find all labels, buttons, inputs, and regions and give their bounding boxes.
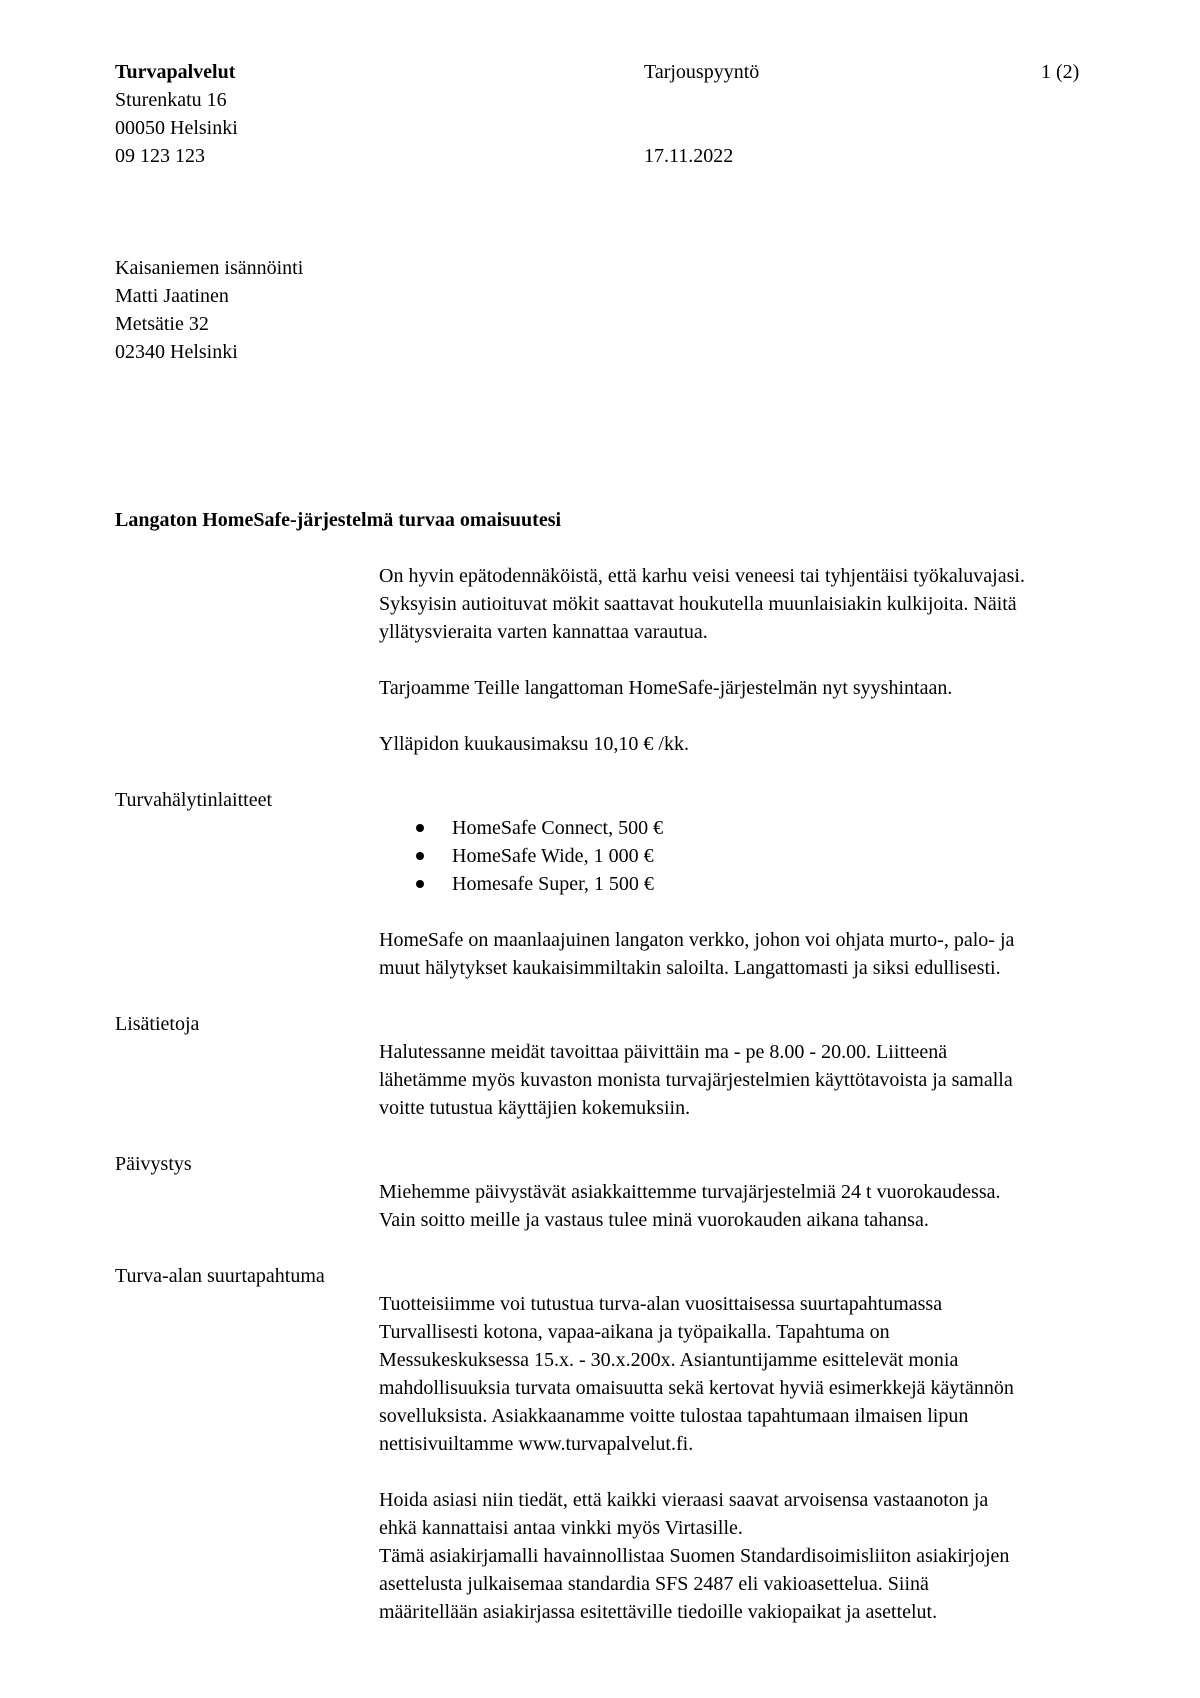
closing-line: Hoida asiasi niin tiedät, että kaikki vieraasi saavat arvoisensa vastaanoton ja <box>379 1489 989 1511</box>
device-item-label: Homesafe Super, 1 500 € <box>452 873 654 895</box>
list-item <box>379 842 663 870</box>
sender-company: Turvapalvelut <box>115 61 236 83</box>
info-section-label: Lisätietoja <box>115 1013 200 1035</box>
event-line: mahdollisuuksia turvata omaisuutta sekä kertovat hyviä esimerkkejä käytännön <box>379 1377 1014 1399</box>
recipient-street: Metsätie 32 <box>115 313 209 335</box>
intro-line: Syksyisin autioituvat mökit saattavat houkutella muunlaisiakin kulkijoita. Näitä <box>379 593 1017 615</box>
closing-line: asettelusta julkaisemaa standardia SFS 2487 eli vakioasettelua. Siinä <box>379 1573 929 1595</box>
sender-street: Sturenkatu 16 <box>115 89 227 111</box>
document-date: 17.11.2022 <box>644 145 734 167</box>
event-line: Turvallisesti kotona, vapaa-aikana ja työpaikalla. Tapahtuma on <box>379 1321 890 1343</box>
duty-line: Vain soitto meille ja vastaus tulee minä vuorokauden aikana tahansa. <box>379 1209 929 1231</box>
devices-list <box>379 814 663 898</box>
closing-line: määritellään asiakirjassa esitettäville tiedoille vakiopaikat ja asettelut. <box>379 1601 938 1623</box>
devices-description <box>379 926 1169 982</box>
event-line: Messukeskuksessa 15.x. - 30.x.200x. Asiantuntijamme esittelevät monia <box>379 1349 959 1371</box>
recipient-person: Matti Jaatinen <box>115 285 229 307</box>
device-item-label: HomeSafe Wide, 1 000 € <box>452 845 654 867</box>
page-number: 1 (2) <box>1041 61 1080 83</box>
sender-postal: 00050 Helsinki <box>115 117 238 139</box>
list-item <box>379 870 663 898</box>
recipient-organization: Kaisaniemen isännöinti <box>115 257 304 279</box>
device-item-label: HomeSafe Connect, 500 € <box>452 817 664 839</box>
info-line: voitte tutustua käyttäjien kokemuksiin. <box>379 1097 691 1119</box>
recipient-postal: 02340 Helsinki <box>115 341 238 363</box>
subject-heading: Langaton HomeSafe-järjestelmä turvaa omaisuutesi <box>115 509 562 531</box>
event-line: nettisivuiltamme www.turvapalvelut.fi. <box>379 1433 694 1455</box>
duty-line: Miehemme päivystävät asiakkaittemme turvajärjestelmiä 24 t vuorokaudessa. <box>379 1181 1001 1203</box>
intro-line: On hyvin epätodennäköistä, että karhu veisi veneesi tai tyhjentäisi työkaluvajasi. <box>379 565 1025 587</box>
event-section-label: Turva-alan suurtapahtuma <box>115 1265 325 1287</box>
devices-section-label: Turvahälytinlaitteet <box>115 789 273 811</box>
document-type: Tarjouspyyntö <box>644 61 760 83</box>
devices-line: HomeSafe on maanlaajuinen langaton verkko, johon voi ohjata murto-, palo- ja <box>379 929 1015 951</box>
info-line: Halutessanne meidät tavoittaa päivittäin ma - pe 8.00 - 20.00. Liitteenä <box>379 1041 948 1063</box>
event-line: sovelluksista. Asiakkaanamme voitte tulostaa tapahtumaan ilmaisen lipun <box>379 1405 969 1427</box>
intro-line: yllätysvieraita varten kannattaa varautua. <box>379 621 708 643</box>
sender-phone: 09 123 123 <box>115 145 205 167</box>
duty-paragraph <box>379 1178 1169 1234</box>
event-paragraph <box>379 1290 1169 1458</box>
intro-paragraph <box>379 562 1169 646</box>
duty-section-label: Päivystys <box>115 1153 192 1175</box>
event-line: Tuotteisiimme voi tutustua turva-alan vuosittaisessa suurtapahtumassa <box>379 1293 943 1315</box>
info-paragraph <box>379 1038 1169 1122</box>
closing-line: Tämä asiakirjamalli havainnollistaa Suomen Standardisoimisliiton asiakirjojen <box>379 1545 1010 1567</box>
closing-paragraph <box>379 1486 1169 1626</box>
monthly-fee-paragraph: Ylläpidon kuukausimaksu 10,10 € /kk. <box>379 733 689 755</box>
bullet-icon <box>416 880 424 888</box>
offer-paragraph: Tarjoamme Teille langattoman HomeSafe-järjestelmän nyt syyshintaan. <box>379 677 953 699</box>
closing-line: ehkä kannattaisi antaa vinkki myös Virtasille. <box>379 1517 743 1539</box>
info-line: lähetämme myös kuvaston monista turvajärjestelmien käyttötavoista ja samalla <box>379 1069 1013 1091</box>
bullet-icon <box>416 824 424 832</box>
list-item <box>379 814 663 842</box>
bullet-icon <box>416 852 424 860</box>
devices-line: muut hälytykset kaukaisimmiltakin saloilta. Langattomasti ja siksi edullisesti. <box>379 957 1001 979</box>
